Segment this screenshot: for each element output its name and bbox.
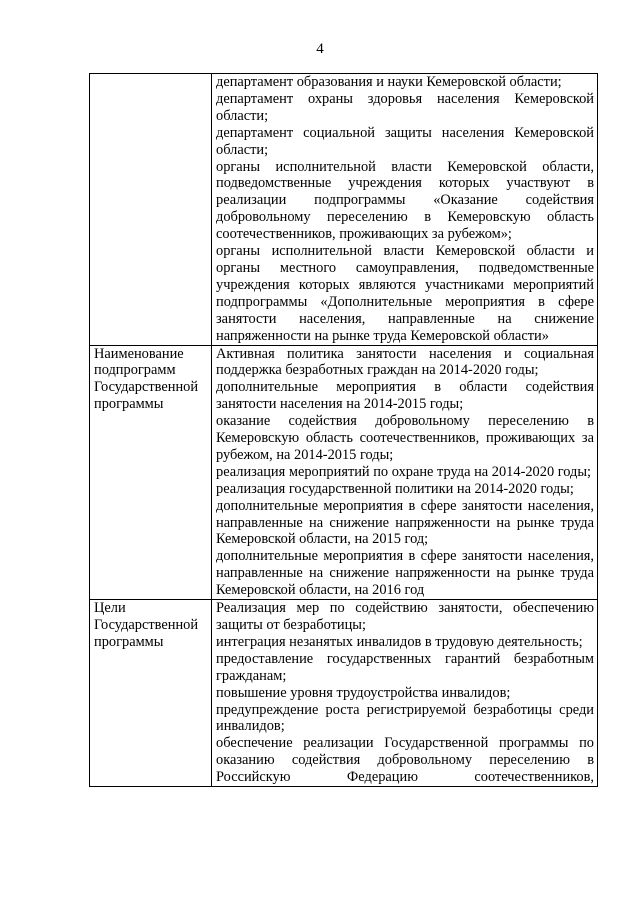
list-item: дополнительные мероприятия в области содействия занятости населения на 2014-2015 годы; bbox=[216, 379, 594, 413]
row-content-cell bbox=[212, 74, 598, 346]
list-item: реализация мероприятий по охране труда на 2014-2020 годы; bbox=[216, 463, 592, 480]
table-row-goals bbox=[90, 600, 598, 787]
list-item: интеграция незанятых инвалидов в трудовую деятельность; bbox=[216, 633, 583, 650]
list-item: департамент охраны здоровья населения Кемеровской области; bbox=[216, 90, 594, 124]
list-item: департамент образования и науки Кемеровской области; bbox=[216, 74, 562, 90]
list-item: оказание содействия добровольному переселению в Кемеровскую область соотечественников, проживающих за рубежом, на 2014-2015 годы; bbox=[216, 413, 594, 463]
row-label-cell bbox=[90, 74, 212, 346]
table-row-subprograms bbox=[90, 345, 598, 600]
list-item: департамент социальной защиты населения Кемеровской области; bbox=[216, 124, 594, 158]
list-item: предупреждение роста регистрируемой безработицы среди инвалидов; bbox=[216, 701, 594, 735]
row-label-cell: Наименование подпрограмм Государственной программы bbox=[90, 345, 212, 600]
list-item: реализация государственной политики на 2014-2020 годы; bbox=[216, 480, 574, 497]
row-content-cell bbox=[212, 345, 598, 600]
list-item: органы исполнительной власти Кемеровской области и органы местного самоуправления, подведомственные учреждения которых являются участниками мероприятий подпрограммы «Дополнительные мероприятия в сфере занятости населения, направленные на снижение напряженности на рынке труда Кемеровской области» bbox=[216, 243, 594, 344]
list-item: повышение уровня трудоустройства инвалидов; bbox=[216, 684, 511, 701]
list-item: Активная политика занятости населения и социальная поддержка безработных граждан на 2014-2020 годы; bbox=[216, 345, 594, 379]
row-label-cell: Цели Государственной программы bbox=[90, 600, 212, 787]
row-content-cell bbox=[212, 600, 598, 787]
list-item: Реализация мер по содействию занятости, обеспечению защиты от безработицы; bbox=[216, 600, 594, 633]
page-number: 4 bbox=[316, 41, 324, 57]
list-item: дополнительные мероприятия в сфере занятости населения, направленные на снижение напряженности на рынке труда Кемеровской области, на 2016 год bbox=[216, 548, 594, 599]
program-passport-table bbox=[89, 73, 598, 787]
table-row-executors bbox=[90, 74, 598, 346]
list-item: обеспечение реализации Государственной программы по оказанию содействия добровольному переселению в Российскую Федерацию соотечественников, bbox=[216, 735, 594, 786]
list-item: предоставление государственных гарантий безработным гражданам; bbox=[216, 650, 594, 684]
list-item: органы исполнительной власти Кемеровской области, подведомственные учреждения которых участвуют в реализации подпрограммы «Оказание содействия добровольному переселению в Кемеровскую область соотечественников, проживающих за рубежом»; bbox=[216, 158, 594, 243]
list-item: дополнительные мероприятия в сфере занятости населения, направленные на снижение напряженности на рынке труда Кемеровской области, на 2015 год; bbox=[216, 497, 594, 548]
